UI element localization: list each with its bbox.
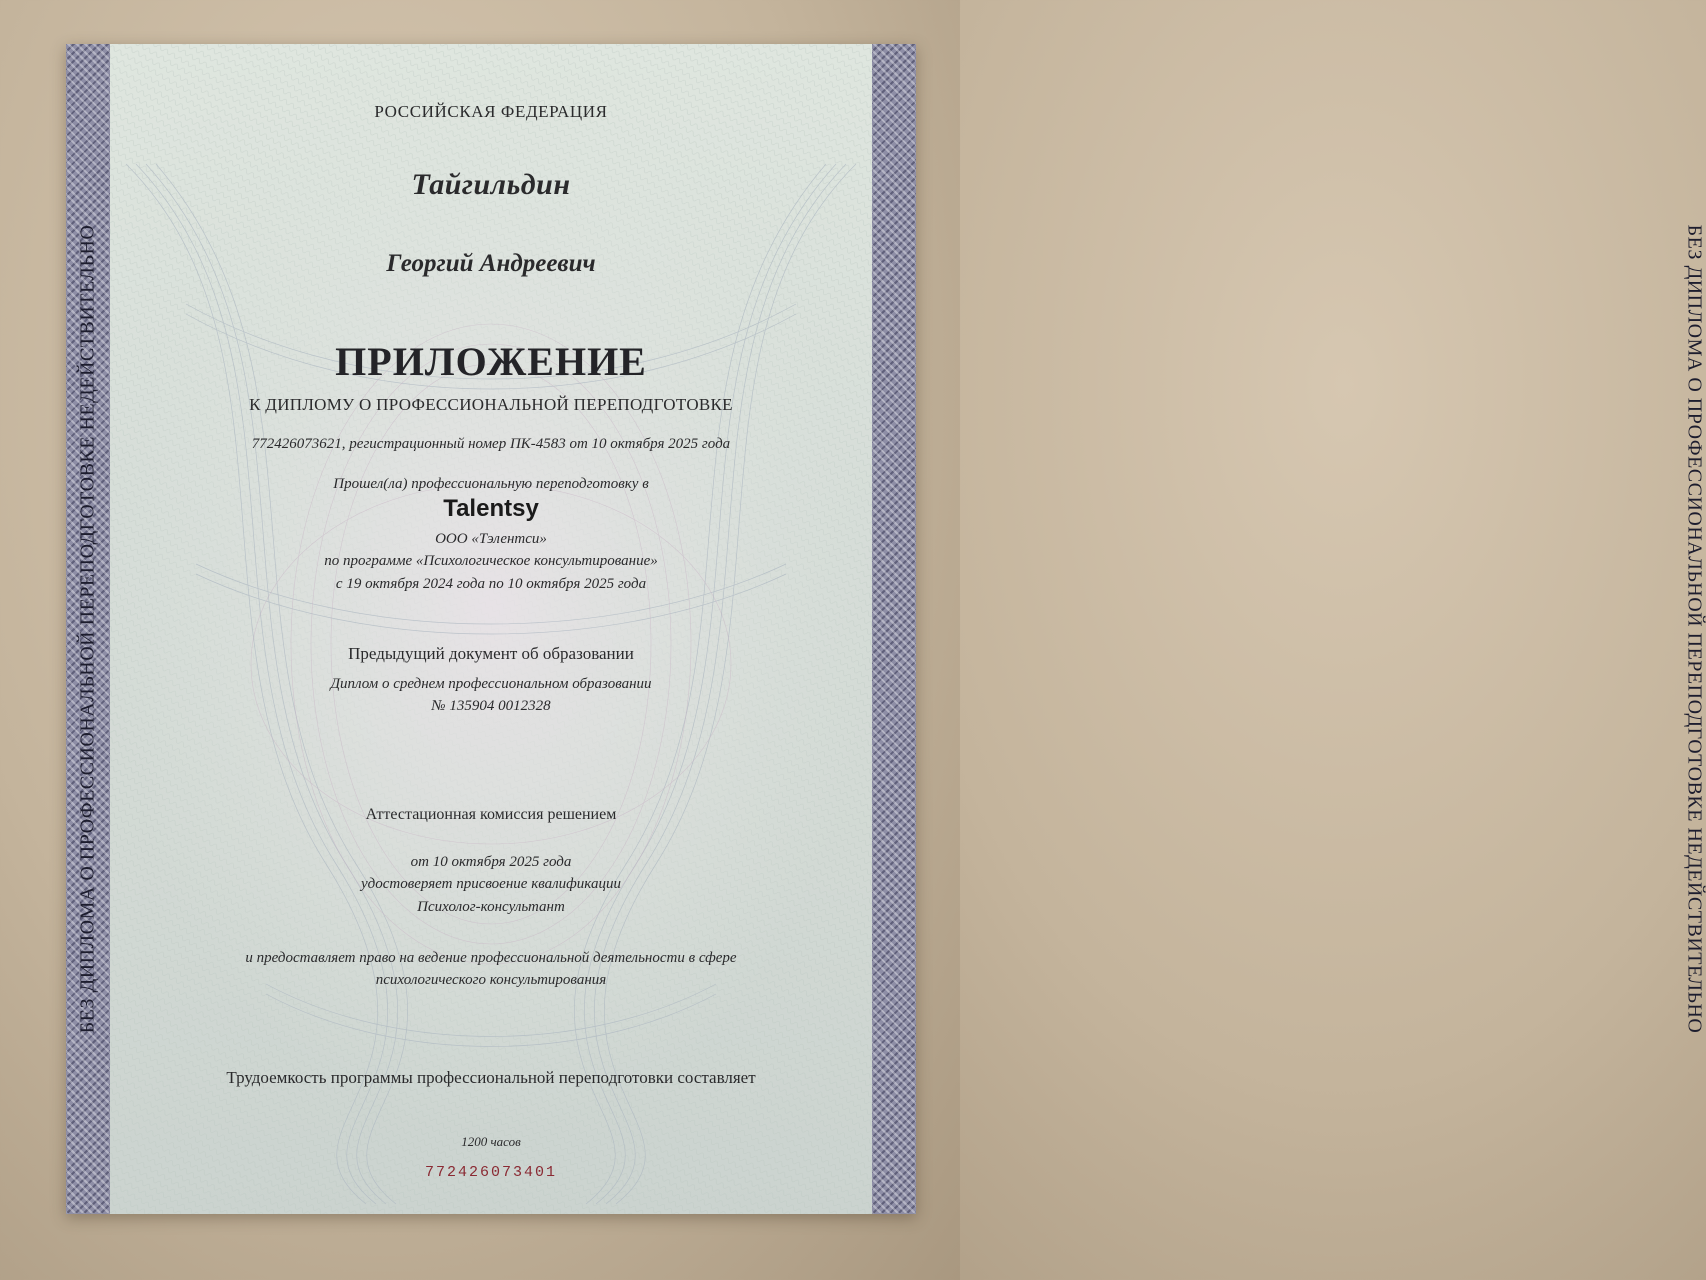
rights-line-1: и предоставляет право на ведение профессиональной деятельности в сфере (245, 950, 737, 966)
rights-line-2: психологического консультирования (375, 972, 607, 988)
security-border-left (66, 44, 110, 1214)
qualification-title: Психолог-консультант (417, 899, 565, 915)
certifies-line: удостоверяет присвоение квалификации (361, 876, 621, 892)
diploma-supplement-sheet (66, 44, 1706, 1214)
security-border-right (872, 44, 1706, 1214)
holder-given-names: Георгий Андреевич (386, 250, 596, 277)
document-title: ПРИЛОЖЕНИЕ (335, 339, 647, 384)
holder-surname: Тайгильдин (411, 168, 571, 201)
country-heading: РОССИЙСКАЯ ФЕДЕРАЦИЯ (374, 102, 608, 121)
decision-date: от 10 октября 2025 года (410, 854, 572, 870)
institution-brand: Talentsy (443, 495, 539, 522)
program-hours: 1200 часов (461, 1134, 521, 1149)
serial-number: 772426073401 (424, 1164, 558, 1181)
institution-name: ООО «Тэлентси» (435, 531, 547, 547)
registration-line: 772426073621, регистрационный номер ПК-4583 от 10 октября 2025 года (251, 436, 731, 452)
program-workload-line: Трудоемкость программы профессиональной переподготовки составляет (226, 1068, 756, 1087)
side-inscription-right: БЕЗ ДИПЛОМА О ПРОФЕССИОНАЛЬНОЙ ПЕРЕПОДГОТОВКЕ НЕДЕЙСТВИТЕЛЬНО (1683, 224, 1706, 1034)
commission-line: Аттестационная комиссия решением (365, 806, 617, 823)
program-line: по программе «Психологическое консультирование» (324, 553, 658, 569)
document-subtitle: К ДИПЛОМУ О ПРОФЕССИОНАЛЬНОЙ ПЕРЕПОДГОТОВКЕ (249, 395, 733, 414)
side-inscription-left: БЕЗ ДИПЛОМА О ПРОФЕССИОНАЛЬНОЙ ПЕРЕПОДГОТОВКЕ НЕДЕЙСТВИТЕЛЬНО (76, 224, 99, 1034)
previous-education-document: Диплом о среднем профессиональном образовании (330, 676, 652, 692)
document-content (110, 44, 872, 1214)
previous-education-heading: Предыдущий документ об образовании (348, 644, 634, 663)
study-period: с 19 октября 2024 года по 10 октября 2025 года (335, 576, 647, 592)
previous-education-number: № 135904 0012328 (431, 698, 551, 714)
training-statement: Прошел(ла) профессиональную переподготовку в (333, 476, 649, 492)
